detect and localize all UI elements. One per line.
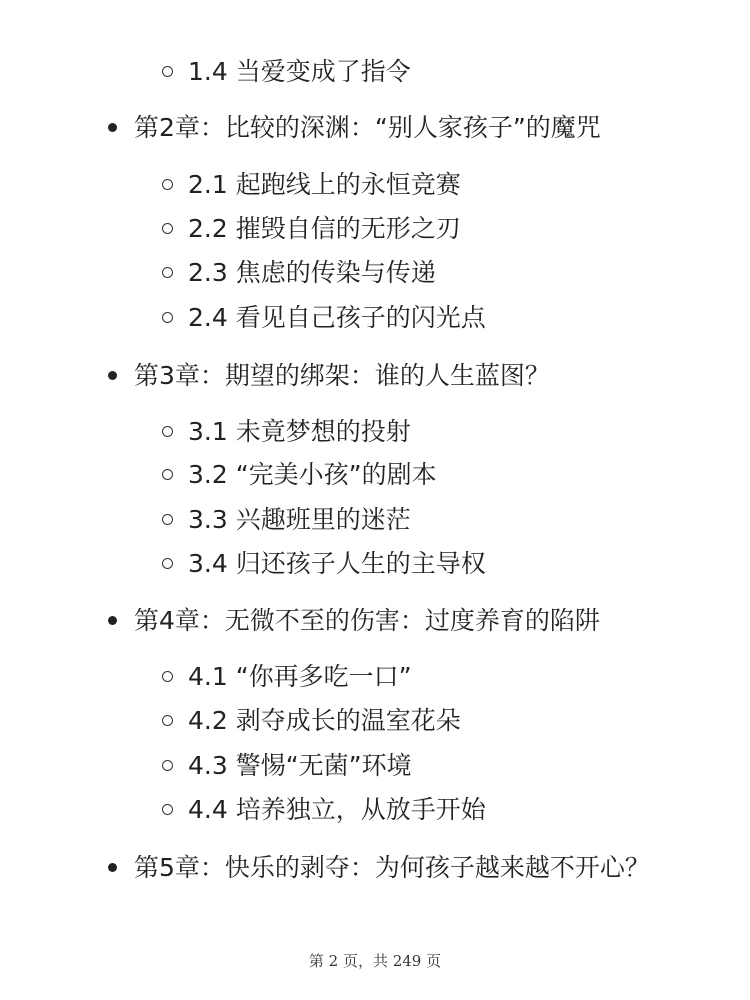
hollow-bullet-icon (162, 179, 173, 190)
toc-section-label: 2.4 看见自己孩子的闪光点 (188, 303, 486, 332)
toc-section-label: 3.4 归还孩子人生的主导权 (188, 549, 486, 578)
hollow-bullet-icon (162, 671, 173, 682)
toc-section-label: 4.2 剥夺成长的温室花朵 (188, 706, 461, 735)
toc-chapter-label: 第3章：期望的绑架：谁的人生蓝图？ (134, 361, 550, 390)
hollow-bullet-icon (162, 760, 173, 771)
toc-section-label: 3.2 “完美小孩”的剧本 (188, 460, 437, 489)
hollow-bullet-icon (162, 804, 173, 815)
hollow-bullet-icon (162, 514, 173, 525)
hollow-bullet-icon (162, 267, 173, 278)
toc-section-label: 4.1 “你再多吃一口” (188, 662, 412, 691)
filled-bullet-icon (108, 371, 117, 380)
page-number-footer: 第 2 页，共 249 页 (308, 952, 442, 970)
toc-section-label: 2.3 焦虑的传染与传递 (188, 258, 436, 287)
toc-section-label: 3.3 兴趣班里的迷茫 (188, 505, 411, 534)
toc-section-label: 4.3 警惕“无菌”环境 (188, 751, 412, 780)
toc-chapter-label: 第5章：快乐的剥夺：为何孩子越来越不开心？ (134, 853, 650, 882)
hollow-bullet-icon (162, 426, 173, 437)
hollow-bullet-icon (162, 66, 173, 77)
hollow-bullet-icon (162, 223, 173, 234)
toc-section-label: 4.4 培养独立，从放手开始 (188, 795, 486, 824)
hollow-bullet-icon (162, 469, 173, 480)
toc-section-label: 1.4 当爱变成了指令 (188, 57, 411, 86)
hollow-bullet-icon (162, 715, 173, 726)
filled-bullet-icon (108, 616, 117, 625)
hollow-bullet-icon (162, 558, 173, 569)
filled-bullet-icon (108, 863, 117, 872)
hollow-bullet-icon (162, 312, 173, 323)
toc-chapter-label: 第2章：比较的深渊：“别人家孩子”的魔咒 (134, 113, 601, 142)
toc-section-label: 2.2 摧毁自信的无形之刃 (188, 214, 461, 243)
filled-bullet-icon (108, 123, 117, 132)
toc-chapter-label: 第4章：无微不至的伤害：过度养育的陷阱 (134, 606, 600, 635)
toc-section-label: 3.1 未竟梦想的投射 (188, 417, 411, 446)
toc-section-label: 2.1 起跑线上的永恒竞赛 (188, 170, 461, 199)
